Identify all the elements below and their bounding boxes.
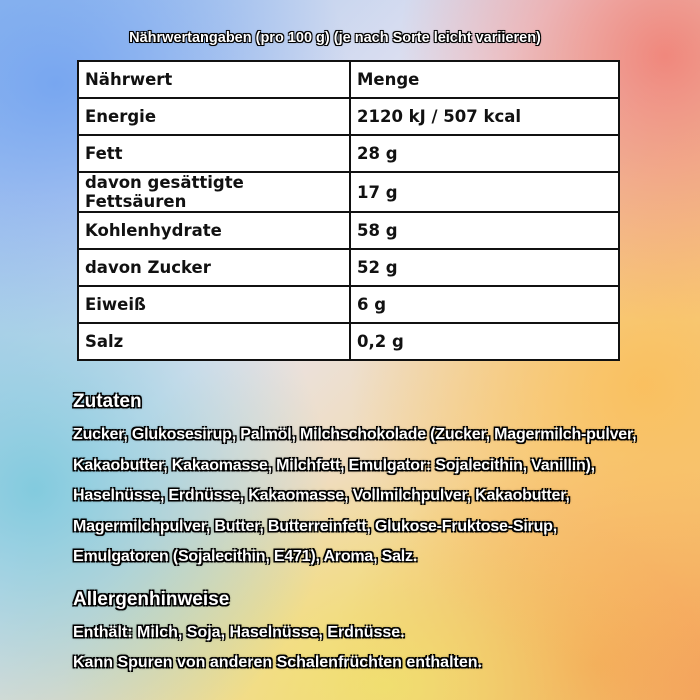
nutrient-name: Energie bbox=[78, 98, 350, 135]
nutrient-amount: 6 g bbox=[350, 286, 619, 323]
nutrient-name: Salz bbox=[78, 323, 350, 360]
allergens-heading: Allergenhinweise bbox=[73, 589, 230, 610]
nutrition-table bbox=[77, 60, 620, 361]
ingredients-text: Zucker, Glukosesirup, Palmöl, Milchschokolade (Zucker, Magermilch-pulver, Kakaobutter, Kakaomasse, Milchfett, Emulgator: Sojalecithin, Vanillin), Haselnüsse, Erdnüsse, Kakaomasse, Vollmilchpulver, Kakaobutter, Magermilchpulver, Butter, Butterreinfett, Glukose-Fruktose-Sirup, Emulgatoren (Sojalecithin, E471), Aroma, Salz. bbox=[73, 426, 637, 565]
table-row bbox=[78, 212, 619, 249]
column-header-amount: Menge bbox=[350, 61, 619, 98]
table-row bbox=[78, 98, 619, 135]
nutrient-amount: 52 g bbox=[350, 249, 619, 286]
nutrient-name: Fett bbox=[78, 135, 350, 172]
nutrition-caption: Nährwertangaben (pro 100 g) (je nach Sorte leicht variieren) bbox=[129, 30, 541, 46]
column-header-nutrient: Nährwert bbox=[78, 61, 350, 98]
table-row bbox=[78, 135, 619, 172]
table-row bbox=[78, 323, 619, 360]
table-header-row bbox=[78, 61, 619, 98]
nutrient-name: Eiweiß bbox=[78, 286, 350, 323]
nutrient-name: davon gesättigte Fettsäuren bbox=[78, 172, 350, 212]
table-row bbox=[78, 172, 619, 212]
nutrient-amount: 2120 kJ / 507 kcal bbox=[350, 98, 619, 135]
ingredients-heading: Zutaten bbox=[73, 391, 142, 412]
table-row bbox=[78, 286, 619, 323]
nutrient-name: davon Zucker bbox=[78, 249, 350, 286]
allergens-traces: Kann Spuren von anderen Schalenfrüchten enthalten. bbox=[73, 654, 482, 671]
nutrient-amount: 58 g bbox=[350, 212, 619, 249]
allergens-contains: Enthält: Milch, Soja, Haselnüsse, Erdnüsse. bbox=[73, 624, 405, 641]
table-row bbox=[78, 249, 619, 286]
nutrient-amount: 17 g bbox=[350, 172, 619, 212]
nutrient-name: Kohlenhydrate bbox=[78, 212, 350, 249]
nutrient-amount: 0,2 g bbox=[350, 323, 619, 360]
nutrient-amount: 28 g bbox=[350, 135, 619, 172]
